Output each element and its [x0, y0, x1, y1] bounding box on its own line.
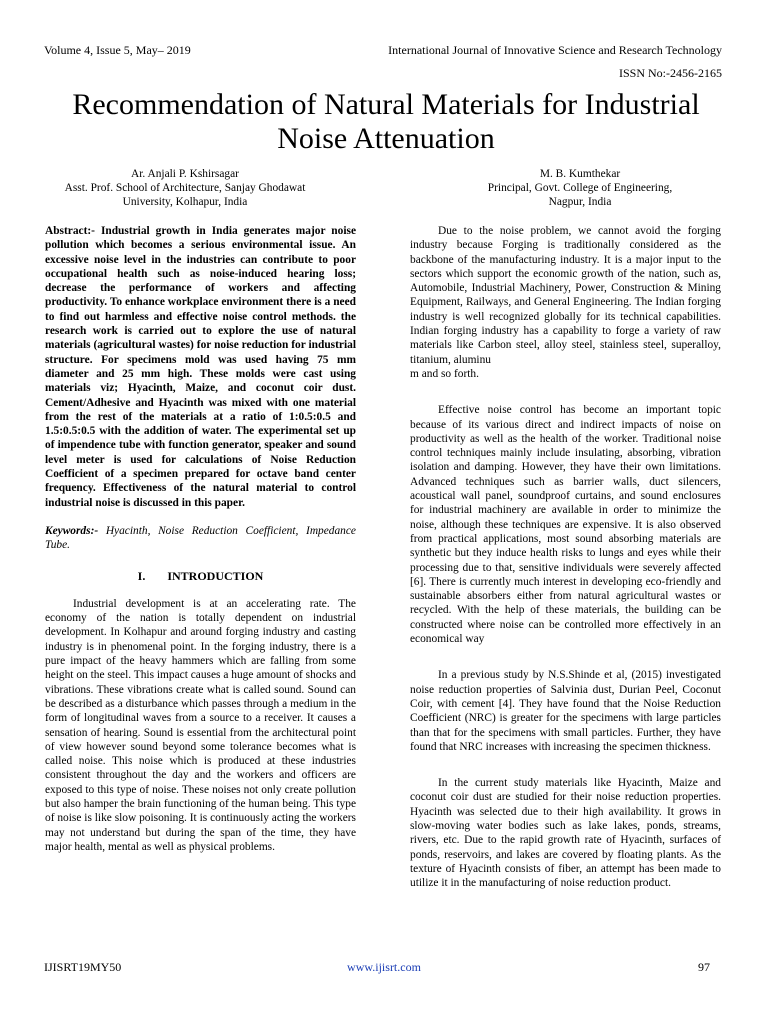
author-location: University, Kolhapur, India: [122, 196, 248, 208]
issn: ISSN No:-2456-2165: [618, 66, 722, 80]
volume-issue: Volume 4, Issue 5, May‒ 2019: [44, 43, 191, 57]
forging-paragraph: Due to the noise problem, we cannot avoid the forging industry because Forging is traditionally considered as the backbone of the manufacturing industry. It is a major input to the sectors which support the economic growth of the nation, such as, Automobile, Industrial Machinery, Power, Construction & Mining Equipment, Railways, and General Engineering. The Indian forging industry is well recognized globally for its technical capabilities. Indian forging industry has a capability to forge a variety of raw materials like Carbon steel, alloy steel, stainless steel, superalloy, titanium, aluminu: [410, 225, 721, 366]
page-number: 97: [698, 960, 710, 974]
forging-paragraph-tail: m and so forth.: [410, 367, 479, 380]
keywords-text: Hyacinth, Noise Reduction Coefficient, Impedance Tube.: [45, 524, 356, 552]
right-column: [410, 224, 721, 912]
keywords-label: Keywords:-: [45, 524, 99, 537]
abstract: Abstract:- Industrial growth in India generates major noise pollution which becomes a serious environmental issue. An excessive noise level in the industries can contribute to poor occupational health such as noise-induced hearing loss; decrease the performance of workers and affecting productivity. To enhance workplace environment there is a need to find out harmless and effective noise control methods. the research work is carried out to explore the use of natural materials (agricultural wastes) for noise reduction for industrial structure. For specimens mold was used having 75 mm diameter and 25 mm high. These molds were cast using materials viz; Hyacinth, Maize, and coconut coir dust. Cement/Adhesive and Hyacinth was mixed with one material from the rest of the materials at a ratio of 1:0.5:0.5 and 1.5:0.5:0.5 with the addition of water. The experimental set up of impendence tube with function generator, speaker and sound level meter is used for calculations of Noise Reduction Coefficient of a specimen prepared for octave band center frequency. Effectiveness of the natural material to control industrial noise is discussed in this paper.: [45, 225, 356, 509]
author-location: Nagpur, India: [548, 196, 612, 208]
journal-url-link[interactable]: www.ijisrt.com: [347, 960, 421, 974]
keywords: [45, 524, 356, 553]
paper-title: Recommendation of Natural Materials for Industrial Noise Attenuation: [72, 88, 700, 155]
previous-study-paragraph: In a previous study by N.S.Shinde et al, (2015) investigated noise reduction properties of Salvinia dust, Durian Peel, Coconut Coir, with cement [4]. They have found that the Noise Reduction Coefficient (NRC) is greater for the specimens with large particles than that for the specimens with small particles. Further, they have found that NRC increases with increasing the specimen thickness.: [410, 669, 721, 753]
author-affiliation: Principal, Govt. College of Engineering,: [487, 182, 673, 194]
current-study-paragraph: In the current study materials like Hyacinth, Maize and coconut coir dust are studied for their noise reduction properties. Hyacinth was selected due to their high availability. It grows in slow-moving water bodies such as lake lakes, ponds, streams, rivers, etc. Due to the rapid growth rate of Hyacinth, surfaces of ponds, reservoirs, and lakes are covered by floating plants. As the texture of Hyacinth consists of fiber, an attempt has been made to utilize it in the manufacturing of noise reduction product.: [410, 777, 721, 890]
journal-name: International Journal of Innovative Science and Research Technology: [388, 43, 722, 57]
author-block-2: [400, 167, 760, 209]
author-name: M. B. Kumthekar: [539, 168, 621, 180]
noise-control-paragraph: Effective noise control has become an important topic because of its various direct and indirect impacts of noise on productivity as well as the health of the worker. Traditional noise control techniques mainly include insulating, absorbing, vibration isolation and damping. However, they have their own limitations. Advanced techniques such as barrier walls, duct silencers, acoustical wall panel, soundproof curtains, and sound enclosures for industrial machinery are available in order to minimize the noise, although these techniques are expensive. It is also observed from practical applications, most sound absorbing materials are synthetic but they induce health risks to lungs and eyes while their processing due to that, sensitive individuals were severely affected [6]. There is currently much interest in developing eco-friendly and sustainable absorbers either from natural agricultural wastes or recycled. With the help of these materials, the building can be constructed where noise can be controlled more effectively in an economical way: [410, 404, 721, 646]
author-block-1: [0, 167, 370, 209]
section-heading: [45, 569, 356, 583]
paper-code: IJISRT19MY50: [44, 960, 122, 974]
section-number: I.: [137, 568, 146, 583]
left-column: [45, 224, 356, 854]
author-affiliation: Asst. Prof. School of Architecture, Sanjay Ghodawat: [64, 182, 306, 194]
intro-paragraph: Industrial development is at an accelerating rate. The economy of the nation is totally dependent on industrial development. In Kolhapur and around forging industry and casting industry is in phenomenal point. In the forging industry, there is a pure impact of the heavy hammers which are falling from some height on the steel. This impact causes a huge amount of shocks and vibrations. These vibrations create what is called sound. Sound can be described as a disturbance which passes through a medium in the form of longitudinal waves from a source to a receiver. It causes a sensation of hearing. Sound is essential from the architectural point of view however sound beyond some tolerance becomes what is called noise. This noise which is produced at these industries consistent throughout the day and the workers and officers are exposed to this type of noise. These noises not only create pollution but also hamper the brain functioning of the human being. This type of noise is like slow poisoning. It is continuously acting the workers may not understand but during the span of the time, they have major health, mental as well as physical problems.: [45, 597, 356, 853]
author-name: Ar. Anjali P. Kshirsagar: [131, 168, 239, 180]
section-title: INTRODUCTION: [167, 568, 264, 583]
